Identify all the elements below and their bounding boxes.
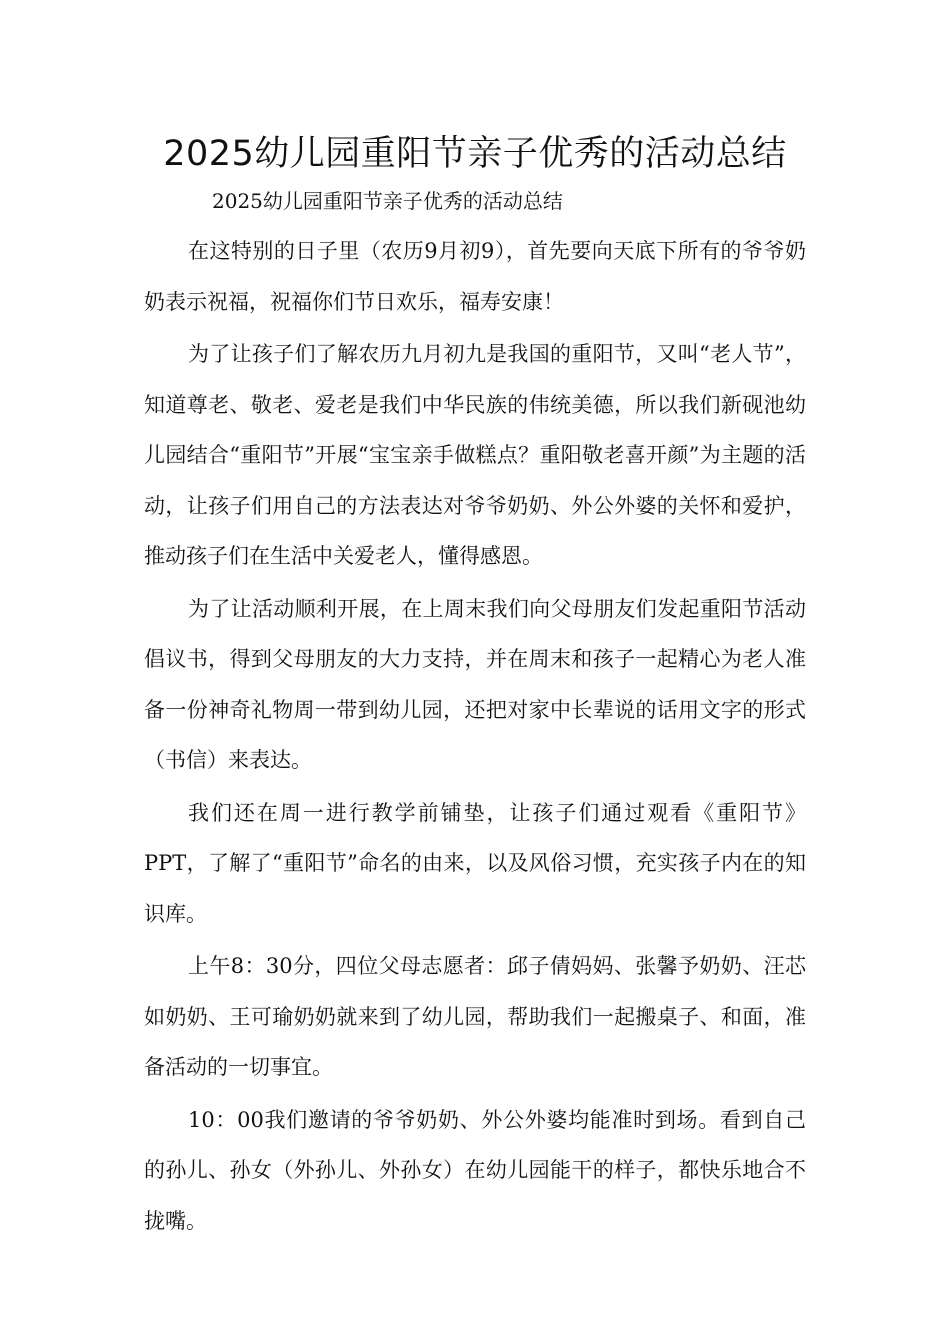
paragraph: 在这特别的日子里（农历9月初9），首先要向天底下所有的爷爷奶奶表示祝福，祝福你们节日欢乐，福寿安康！ [144,239,806,314]
paragraph: 10：00我们邀请的爷爷奶奶、外公外婆均能准时到场。看到自己的孙儿、孙女（外孙儿、外孙女）在幼儿园能干的样子，都快乐地合不拢嘴。 [144,1107,806,1233]
document-subtitle: 2025幼儿园重阳节亲子优秀的活动总结 [212,189,563,213]
document-title: 2025幼儿园重阳节亲子优秀的活动总结 [163,134,787,174]
paragraph: 为了让孩子们了解农历九月初九是我国的重阳节，又叫“老人节”，知道尊老、敬老、爱老是我们中华民族的伟统美德，所以我们新砚池幼儿园结合“重阳节”开展“宝宝亲手做糕点？重阳敬老喜开颜”为主题的活动，让孩子们用自己的方法表达对爷爷奶奶、外公外婆的关怀和爱护，推动孩子们在生活中关爱老人，懂得感恩。 [144,342,806,568]
document-body [144,226,806,1248]
paragraph: 为了让活动顺利开展，在上周末我们向父母朋友们发起重阳节活动倡议书，得到父母朋友的大力支持，并在周末和孩子一起精心为老人准备一份神奇礼物周一带到幼儿园，还把对家中长辈说的话用文字的形式（书信）来表达。 [144,596,806,772]
paragraph: 我们还在周一进行教学前铺垫，让孩子们通过观看《重阳节》PPT，了解了“重阳节”命名的由来，以及风俗习惯，充实孩子内在的知识库。 [144,800,806,926]
paragraph: 上午8：30分，四位父母志愿者：邱子倩妈妈、张馨予奶奶、汪芯如奶奶、王可瑜奶奶就来到了幼儿园，帮助我们一起搬桌子、和面，准备活动的一切事宜。 [144,954,806,1079]
